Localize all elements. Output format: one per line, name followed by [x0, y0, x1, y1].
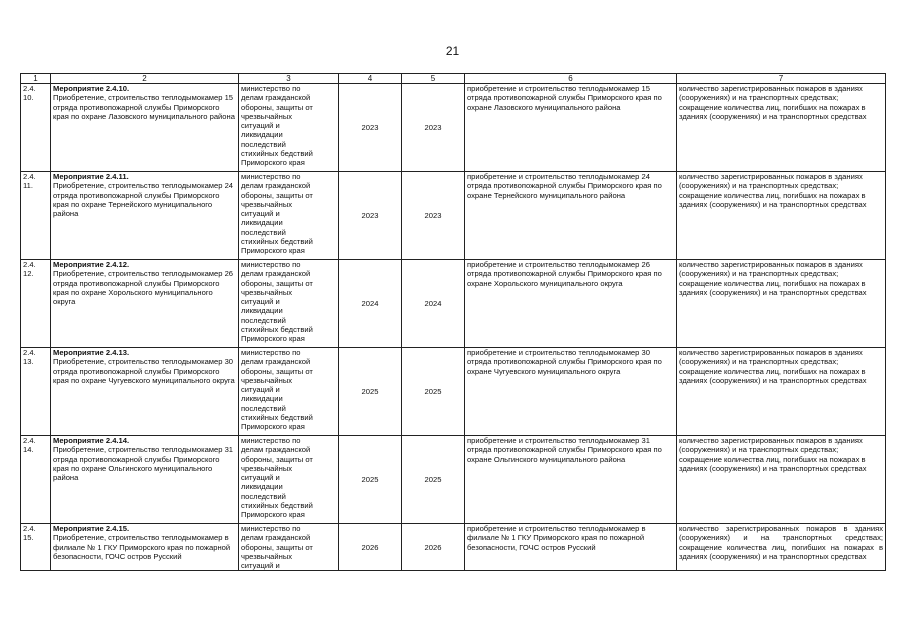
- start-year: 2023: [339, 84, 402, 172]
- measure-description-cell: [51, 348, 239, 436]
- end-year: 2025: [402, 436, 465, 524]
- expected-result: приобретение и строительство теплодымокамер 31 отряда противопожарной службы Приморского края по охране Ольгинского муниципального района: [465, 436, 677, 524]
- expected-result: приобретение и строительство теплодымокамер в филиале № 1 ГКУ Приморского края по пожарной безопасности, ГОЧС остров Русский: [465, 524, 677, 571]
- measures-table: [20, 73, 886, 571]
- indicators: количество зарегистрированных пожаров в зданиях (сооружениях) и на транспортных средствах; сокращение количества лиц, погибших на пожарах в зданиях (сооружениях) и на транспортных средствах: [677, 84, 886, 172]
- page-number: 21: [445, 44, 460, 58]
- measure-title: Мероприятие 2.4.13.: [53, 348, 130, 357]
- measure-description: Приобретение, строительство теплодымокамер 15 отряда противопожарной службы Приморского края по охране Лазовского муниципального района: [53, 93, 235, 121]
- start-year: 2026: [339, 524, 402, 571]
- measure-title: Мероприятие 2.4.15.: [53, 524, 130, 533]
- executor: министерство по делам гражданской обороны, защиты от чрезвычайных ситуаций и ликвидации последствий стихийных бедствий Приморского края: [239, 436, 339, 524]
- end-year: 2026: [402, 524, 465, 571]
- measure-description: Приобретение, строительство теплодымокамер 24 отряда противопожарной службы Приморского края по охране Тернейского муниципального района: [53, 181, 234, 219]
- end-year: 2023: [402, 172, 465, 260]
- measure-description: Приобретение, строительство теплодымокамер 31 отряда противопожарной службы Приморского края по охране Ольгинского муниципального района: [53, 445, 234, 483]
- measure-description-cell: [51, 436, 239, 524]
- measure-number: 2.4. 14.: [21, 436, 51, 524]
- executor: министерство по делам гражданской обороны, защиты от чрезвычайных ситуаций и ликвидации последствий стихийных бедствий Приморского края: [239, 260, 339, 348]
- column-header: 1: [21, 74, 51, 84]
- measure-title: Мероприятие 2.4.10.: [53, 84, 130, 93]
- end-year: 2023: [402, 84, 465, 172]
- end-year: 2025: [402, 348, 465, 436]
- indicators: количество зарегистрированных пожаров в зданиях (сооружениях) и на транспортных средствах; сокращение количества лиц, погибших на пожарах в зданиях (сооружениях) и на транспортных средствах: [677, 436, 886, 524]
- measure-title: Мероприятие 2.4.12.: [53, 260, 130, 269]
- column-header: 3: [239, 74, 339, 84]
- executor: министерство по делам гражданской обороны, защиты от чрезвычайных ситуаций и ликвидации последствий стихийных бедствий Приморского края: [239, 172, 339, 260]
- executor: министерство по делам гражданской обороны, защиты от чрезвычайных ситуаций и: [239, 524, 339, 571]
- measure-description: Приобретение, строительство теплодымокамер 26 отряда противопожарной службы Приморского края по охране Хорольского муниципального округа: [53, 269, 234, 307]
- indicators: количество зарегистрированных пожаров в зданиях (сооружениях) и на транспортных средствах; сокращение количества лиц, погибших на пожарах в зданиях (сооружениях) и на транспортных средствах: [677, 260, 886, 348]
- table-row: [21, 436, 886, 524]
- table-row: [21, 524, 886, 571]
- measure-title: Мероприятие 2.4.11.: [53, 172, 129, 181]
- executor: министерство по делам гражданской обороны, защиты от чрезвычайных ситуаций и ликвидации последствий стихийных бедствий Приморского края: [239, 84, 339, 172]
- table-row: [21, 260, 886, 348]
- column-header: 5: [402, 74, 465, 84]
- measure-description-cell: [51, 260, 239, 348]
- measure-number: 2.4. 13.: [21, 348, 51, 436]
- indicators: количество зарегистрированных пожаров в зданиях (сооружениях) и на транспортных средствах; сокращение количества лиц, погибших на пожарах в зданиях (сооружениях) и на транспортных средствах: [677, 524, 886, 571]
- start-year: 2024: [339, 260, 402, 348]
- table-row: [21, 84, 886, 172]
- measure-number: 2.4. 11.: [21, 172, 51, 260]
- end-year: 2024: [402, 260, 465, 348]
- table-row: [21, 172, 886, 260]
- table-header-row: [21, 74, 886, 84]
- indicators: количество зарегистрированных пожаров в зданиях (сооружениях) и на транспортных средствах; сокращение количества лиц, погибших на пожарах в зданиях (сооружениях) и на транспортных средствах: [677, 172, 886, 260]
- measure-description-cell: [51, 172, 239, 260]
- measure-number: 2.4. 15.: [21, 524, 51, 571]
- measure-description: Приобретение, строительство теплодымокамер 30 отряда противопожарной службы Приморского края по охране Чугуевского муниципального округа: [53, 357, 235, 385]
- column-header: 4: [339, 74, 402, 84]
- column-header: 7: [677, 74, 886, 84]
- expected-result: приобретение и строительство теплодымокамер 26 отряда противопожарной службы Приморского края по охране Хорольского муниципального округа: [465, 260, 677, 348]
- expected-result: приобретение и строительство теплодымокамер 30 отряда противопожарной службы Приморского края по охране Чугуевского муниципального округа: [465, 348, 677, 436]
- measure-number: 2.4. 10.: [21, 84, 51, 172]
- measure-number: 2.4. 12.: [21, 260, 51, 348]
- measure-description-cell: [51, 524, 239, 571]
- expected-result: приобретение и строительство теплодымокамер 15 отряда противопожарной службы Приморского края по охране Лазовского муниципального района: [465, 84, 677, 172]
- column-header: 6: [465, 74, 677, 84]
- indicators: количество зарегистрированных пожаров в зданиях (сооружениях) и на транспортных средствах; сокращение количества лиц, погибших на пожарах в зданиях (сооружениях) и на транспортных средствах: [677, 348, 886, 436]
- measure-title: Мероприятие 2.4.14.: [53, 436, 130, 445]
- measure-description-cell: [51, 84, 239, 172]
- table-row: [21, 348, 886, 436]
- start-year: 2023: [339, 172, 402, 260]
- executor: министерство по делам гражданской обороны, защиты от чрезвычайных ситуаций и ликвидации последствий стихийных бедствий Приморского края: [239, 348, 339, 436]
- measure-description: Приобретение, строительство теплодымокамер в филиале № 1 ГКУ Приморского края по пожарной безопасности, ГОЧС остров Русский: [53, 533, 231, 561]
- expected-result: приобретение и строительство теплодымокамер 24 отряда противопожарной службы Приморского края по охране Тернейского муниципального района: [465, 172, 677, 260]
- column-header: 2: [51, 74, 239, 84]
- start-year: 2025: [339, 436, 402, 524]
- start-year: 2025: [339, 348, 402, 436]
